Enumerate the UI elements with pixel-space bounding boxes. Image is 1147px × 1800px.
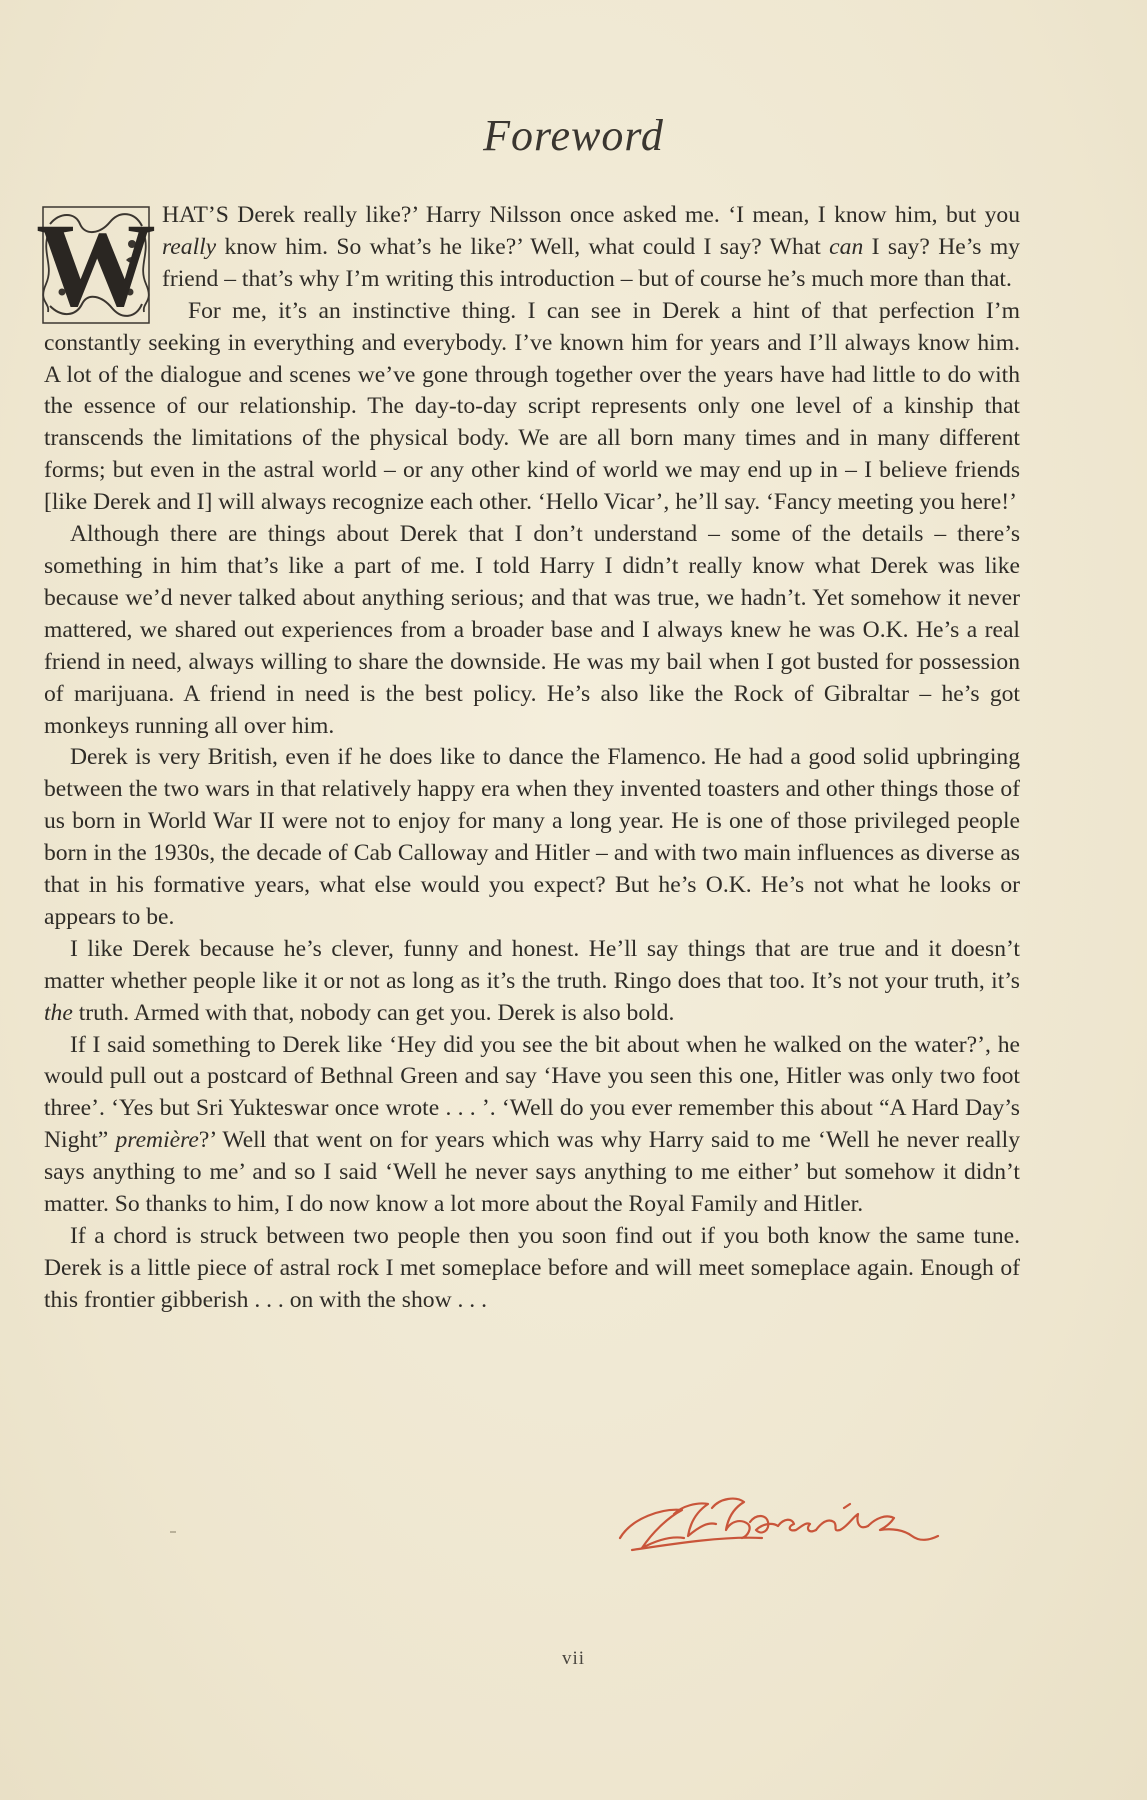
text-run: HAT’S Derek really like?’ Harry Nilsson once asked me. ‘I mean, I know him, but you xyxy=(162,202,1020,228)
paragraph xyxy=(36,198,1020,331)
italic-text: can xyxy=(829,233,864,260)
italic-text: really xyxy=(162,233,217,260)
page-number: vii xyxy=(561,1648,586,1669)
paragraph-list xyxy=(36,198,1020,1317)
dropcap-letter: W xyxy=(36,198,156,331)
text-run: If I said something to Derek like ‘Hey did you see the bit about when he walked on the water?’, he would pull out a postcard of Bethnal Green and say ‘Have you seen this one, Hitler was only two foot three’. ‘Yes but Sri Yukteswar once wrote . . . ’. ‘Well do you ever remember this about “A Hard Day’s Night” xyxy=(44,1031,1020,1154)
text-run: I say? He’s my friend – that’s why I’m writing this introduction – but of course he’s much more than that. xyxy=(162,233,1020,292)
foreword-body xyxy=(36,198,1020,1317)
text-run: I like Derek because he’s clever, funny and honest. He’ll say things that are true and it doesn’t matter whether people like it or not as long as it’s the truth. Ringo does that too. It’s not your truth, it’s xyxy=(44,935,1020,994)
text-run: For me, it’s an instinctive thing. I can see in Derek a hint of that perfection I’m constantly seeking in everything and everybody. I’ve known him for years and I’ll always know him. A lot of the dialogue and scenes we’ve gone through together over the years have had little to do with the essence of our relationship. The day-to-day script represents only one level of a kinship that transcends the limitations of the physical body. We are all born many times and in many different forms; but even in the astral world – or any other kind of world we may end up in – I believe friends [like Derek and I] will always recognize each other. ‘Hello Vicar’, he’ll say. ‘Fancy meeting you here!’ xyxy=(44,297,1020,516)
ornamental-dropcap xyxy=(36,198,156,331)
handwritten-signature-icon xyxy=(612,1478,962,1568)
text-run: If a chord is struck between two people then you soon find out if you both know the same tune. Derek is a little piece of astral rock I met someplace before and will meet someplace again. Enough of this frontier gibberish . . . on with the show . . . xyxy=(44,1223,1020,1313)
text-run: ?’ Well that went on for years which was why Harry said to me ‘Well he never really says anything to me’ and so I said ‘Well he never says anything to me either’ but somehow it didn’t matter. So thanks to him, I do now know a lot more about the Royal Family and Hitler. xyxy=(44,1127,1020,1218)
paragraph xyxy=(44,1030,1020,1221)
paragraph xyxy=(44,1221,1020,1317)
paragraph xyxy=(44,934,1020,1030)
text-run: know him. So what’s he like?’ Well, what could I say? What xyxy=(216,233,830,260)
paragraph xyxy=(44,519,1020,742)
text-run: truth. Armed with that, nobody can get you. Derek is also bold. xyxy=(72,999,675,1026)
italic-text: première xyxy=(115,1127,199,1154)
paragraph xyxy=(44,296,1020,519)
text-run: Although there are things about Derek that I don’t understand – some of the details – there’s something in him that’s like a part of me. I told Harry I didn’t really know what Derek was like because we’d never talked about anything serious; and that was true, we hadn’t. Yet somehow it never mattered, we shared out experiences from a broader base and I always knew he was O.K. He’s a real friend in need, always willing to share the downside. He was my bail when I got busted for possession of marijuana. A friend in need is the best policy. He’s also like the Rock of Gibraltar – he’s got monkeys running all over him. xyxy=(44,521,1020,739)
paragraph xyxy=(44,742,1020,933)
paper-speck xyxy=(170,1531,176,1533)
text-run: Derek is very British, even if he does like to dance the Flamenco. He had a good solid upbringing between the two wars in that relatively happy era when they invented toasters and other things those of us born in World War II were not to enjoy for many a long year. He is one of those privileged people born in the 1930s, the decade of Cab Calloway and Hitler – and with two main influences as diverse as that in his formative years, what else would you expect? But he’s O.K. He’s not what he looks or appears to be. xyxy=(44,744,1020,930)
italic-text: the xyxy=(44,999,73,1026)
page-title: Foreword xyxy=(483,111,664,160)
